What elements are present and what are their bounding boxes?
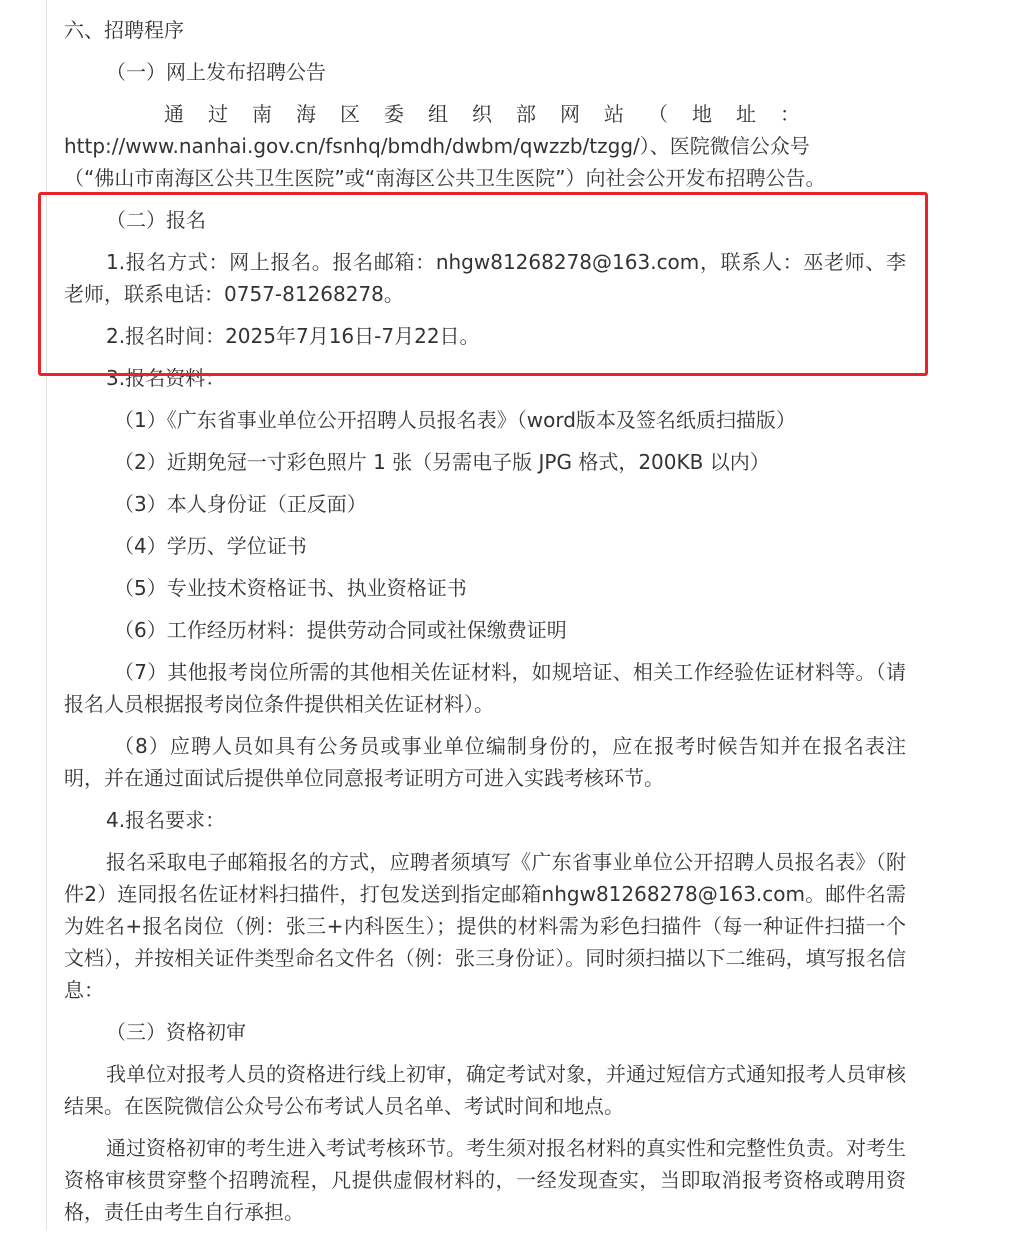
part3-title: （三）资格初审 [106, 1020, 246, 1044]
part1-line3: （“佛山市南海区公共卫生医院”或“南海区公共卫生医院”）向社会公开发布招聘公告。 [64, 166, 826, 190]
part1-title: （一）网上发布招聘公告 [106, 60, 326, 84]
part3-paragraph-1: 我单位对报考人员的资格进行线上初审，确定考试对象，并通过短信方式通知报考人员审核结果。在医院微信公众号公布考试人员名单、考试时间和地点。 [64, 1062, 906, 1118]
registration-method: 1.报名方式：网上报名。报名邮箱：nhgw81268278@163.com，联系人：巫老师、李老师，联系电话：0757-81268278。 [64, 250, 906, 306]
material-item-1: （1）《广东省事业单位公开招聘人员报名表》（word版本及签名纸质扫描版） [114, 408, 796, 432]
registration-time: 2.报名时间：2025年7月16日-7月22日。 [106, 324, 480, 348]
requirements-title: 4.报名要求： [106, 808, 226, 832]
material-item-8: （8）应聘人员如具有公务员或事业单位编制身份的，应在报考时候告知并在报名表注明，并在通过面试后提供单位同意报考证明方可进入实践考核环节。 [64, 734, 906, 790]
requirements-text: 报名采取电子邮箱报名的方式，应聘者须填写《广东省事业单位公开招聘人员报名表》（附件2）连同报名佐证材料扫描件，打包发送到指定邮箱nhgw81268278@163.com。邮件名需为姓名+报名岗位（例：张三+内科医生）；提供的材料需为彩色扫描件（每一种证件扫描一个文档），并按相关证件类型命名文件名（例：张三身份证）。同时须扫描以下二维码，填写报名信息： [64, 850, 906, 1002]
document-body [64, 14, 906, 1238]
material-item-3: （3）本人身份证（正反面） [114, 492, 367, 516]
section-title: 六、招聘程序 [64, 18, 184, 42]
materials-title: 3.报名资料： [106, 366, 226, 390]
part1-line2: http://www.nanhai.gov.cn/fsnhq/bmdh/dwbm/qwzzb/tzgg/）、医院微信公众号 [64, 134, 810, 158]
part3-paragraph-2: 通过资格初审的考生进入考试考核环节。考生须对报名材料的真实性和完整性负责。对考生资格审核贯穿整个招聘流程，凡提供虚假材料的，一经发现查实，当即取消报考资格或聘用资格，责任由考生自行承担。 [64, 1136, 906, 1224]
material-item-7: （7）其他报考岗位所需的其他相关佐证材料，如规培证、相关工作经验佐证材料等。（请报名人员根据报考岗位条件提供相关佐证材料）。 [64, 660, 906, 716]
material-item-6: （6）工作经历材料：提供劳动合同或社保缴费证明 [114, 618, 567, 642]
part2-title: （二）报名 [106, 208, 206, 232]
part1-line1: 通过南海区委组织部网站（地址： [164, 102, 824, 126]
material-item-5: （5）专业技术资格证书、执业资格证书 [114, 576, 467, 600]
material-item-2: （2）近期免冠一寸彩色照片 1 张（另需电子版 JPG 格式，200KB 以内） [114, 450, 770, 474]
left-border-line [46, 0, 47, 1230]
material-item-4: （4）学历、学位证书 [114, 534, 307, 558]
